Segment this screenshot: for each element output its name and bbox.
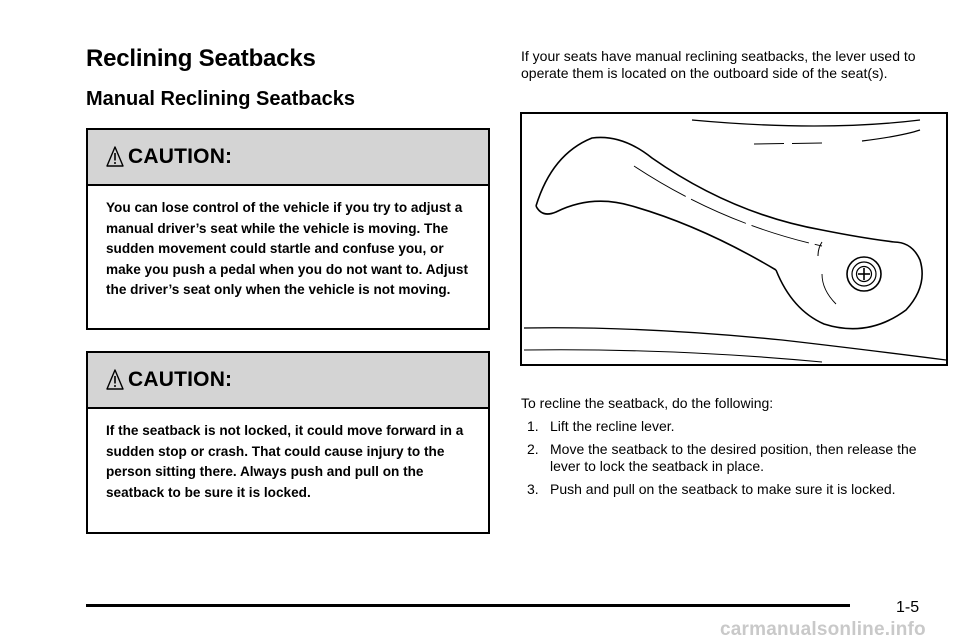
step-text: Move the seatback to the desired position, then release the lever to lock the seatback in place.	[550, 441, 917, 474]
step-number: 2.	[527, 441, 539, 457]
list-item	[521, 418, 921, 435]
intro-paragraph: If your seats have manual reclining seatbacks, the lever used to operate them is located on the outboard side of the seat(s).	[521, 48, 916, 81]
step-text: Lift the recline lever.	[550, 418, 675, 434]
caution-box-driver-seat	[86, 128, 490, 330]
recline-lever-illustration	[520, 112, 948, 366]
section-subheading: Manual Reclining Seatbacks	[86, 88, 355, 110]
step-number: 1.	[527, 418, 539, 434]
page-heading: Reclining Seatbacks	[86, 45, 316, 72]
footer-rule	[86, 604, 850, 607]
watermark: carmanualsonline.info	[720, 619, 926, 640]
warning-triangle-icon	[106, 146, 124, 168]
caution-text: You can lose control of the vehicle if you try to adjust a manual driver’s seat while the vehicle is moving. The sudden movement could startle and confuse you, or make you push a pedal when you do not want to. Adjust the driver’s seat only when the vehicle is not moving.	[106, 200, 469, 298]
step-number: 3.	[527, 481, 539, 497]
warning-triangle-icon	[106, 369, 124, 391]
page-number: 1-5	[896, 599, 920, 616]
caution-title: CAUTION:	[128, 145, 233, 168]
recline-steps-list	[521, 418, 921, 504]
caution-header	[88, 353, 488, 409]
caution-text: If the seatback is not locked, it could move forward in a sudden stop or crash. That could cause injury to the person sitting there. Always push and pull on the seatback to be sure it is locked.	[106, 423, 464, 500]
caution-box-seatback-lock	[86, 351, 490, 534]
list-item	[521, 441, 921, 475]
caution-title: CAUTION:	[128, 368, 233, 391]
steps-intro: To recline the seatback, do the following:	[521, 395, 774, 411]
list-item	[521, 481, 921, 498]
step-text: Push and pull on the seatback to make sure it is locked.	[550, 481, 896, 497]
caution-header	[88, 130, 488, 186]
